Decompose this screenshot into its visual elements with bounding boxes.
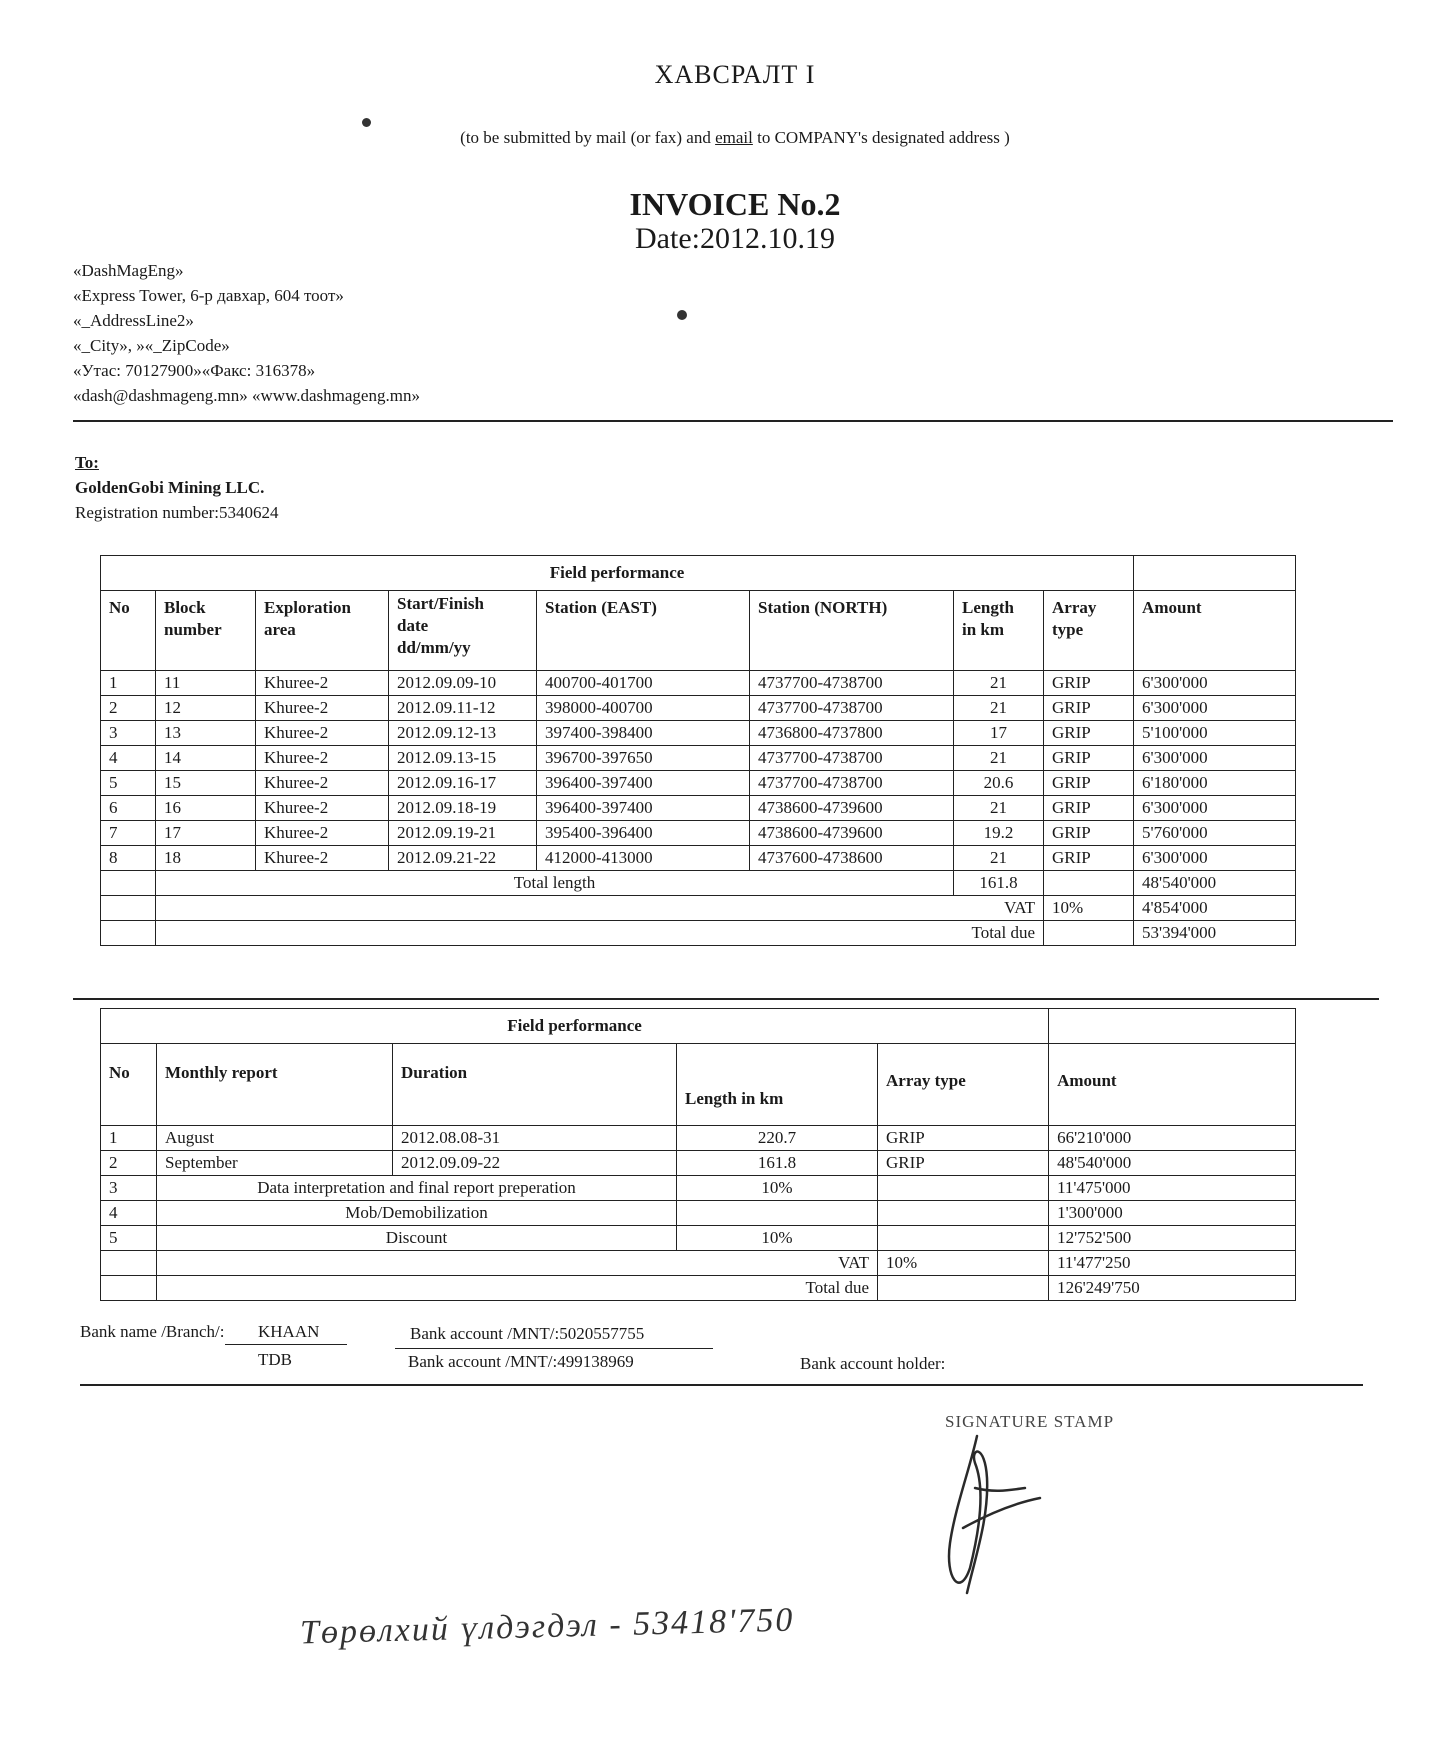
cell-area: Khuree-2 [256,721,389,746]
header-divider [73,420,1393,422]
cell-array: GRIP [1044,771,1134,796]
footer-divider [80,1384,1363,1386]
empty-cell [1044,921,1134,946]
cell-area: Khuree-2 [256,771,389,796]
total-length-label: Total length [156,871,954,896]
handwritten-note: Төрөлхий үлдэгдэл - 53418'750 [299,1601,795,1652]
cell-block: 16 [156,796,256,821]
cell-north: 4738600-4739600 [750,821,954,846]
bank-account-1: Bank account /MNT/:5020557755 [410,1324,645,1343]
cell-north: 4737700-4738700 [750,696,954,721]
signature-scribble [915,1418,1065,1618]
cell-duration: 2012.08.08-31 [393,1126,677,1151]
cell-block: 17 [156,821,256,846]
empty-cell [878,1176,1049,1201]
bank-name-label: Bank name /Branch/: [80,1322,225,1341]
cell-array: GRIP [1044,746,1134,771]
cell-array: GRIP [1044,846,1134,871]
recipient-registration: Registration number:5340624 [75,503,279,522]
empty-cell [101,896,156,921]
empty-cell [101,921,156,946]
vat-amount: 4'854'000 [1134,896,1296,921]
row-label: Discount [157,1226,677,1251]
recipient-label: To: [75,453,99,472]
cell-length: 20.6 [954,771,1044,796]
cell-length: 21 [954,846,1044,871]
invoice-date: Date:2012.10.19 [635,222,835,255]
col-header-block: Block number [156,591,256,671]
table-row [101,771,1296,796]
cell-array: GRIP [1044,696,1134,721]
sender-line: «dash@dashmageng.mn» «www.dashmageng.mn» [73,386,420,405]
recipient-company: GoldenGobi Mining LLC. [75,478,265,497]
cell-block: 18 [156,846,256,871]
row-length: 10% [677,1176,878,1201]
cell-block: 15 [156,771,256,796]
subtitle-text-end: to COMPANY's designated address ) [752,128,1010,147]
col-header-date: Start/Finish date dd/mm/yy [389,591,537,671]
table-row [101,746,1296,771]
cell-length: 161.8 [677,1151,878,1176]
cell-date: 2012.09.19-21 [389,821,537,846]
cell-area: Khuree-2 [256,696,389,721]
recipient-block [75,450,279,525]
cell-east: 395400-396400 [537,821,750,846]
bank-account-underline [395,1348,713,1349]
cell-amount: 6'300'000 [1134,846,1296,871]
col-header-duration: Duration [393,1044,677,1126]
sender-line: «_AddressLine2» [73,311,194,330]
col-header-no: No [101,591,156,671]
sender-address [73,258,420,408]
cell-block: 12 [156,696,256,721]
empty-cell [1049,1009,1296,1044]
row-amount: 11'475'000 [1049,1176,1296,1201]
row-amount: 12'752'500 [1049,1226,1296,1251]
col-header-array-type: Array type [878,1044,1049,1126]
cell-amount: 6'300'000 [1134,671,1296,696]
cell-array: GRIP [1044,671,1134,696]
cell-area: Khuree-2 [256,746,389,771]
empty-cell [101,1276,157,1301]
table-row [101,821,1296,846]
empty-cell [677,1201,878,1226]
cell-amount: 6'300'000 [1134,796,1296,821]
bank-account-2: Bank account /MNT/:499138969 [408,1352,634,1371]
cell-block: 11 [156,671,256,696]
cell-no: 2 [101,1151,157,1176]
subtitle-text-start: (to be submitted by mail (or fax) and [460,128,716,147]
cell-north: 4738600-4739600 [750,796,954,821]
cell-east: 398000-400700 [537,696,750,721]
sender-line: «DashMagEng» [73,261,184,280]
monthly-report-table [100,1008,1296,1301]
table-body [101,1126,1296,1176]
col-header-amount: Amount [1049,1044,1296,1126]
cell-date: 2012.09.18-19 [389,796,537,821]
cell-date: 2012.09.13-15 [389,746,537,771]
empty-cell [878,1276,1049,1301]
cell-amount: 5'100'000 [1134,721,1296,746]
cell-date: 2012.09.21-22 [389,846,537,871]
sender-line: «Утас: 70127900»«Факс: 316378» [73,361,316,380]
row-length: 10% [677,1226,878,1251]
vat-rate: 10% [878,1251,1049,1276]
cell-date: 2012.09.16-17 [389,771,537,796]
scan-speck [362,118,371,127]
cell-date: 2012.09.09-10 [389,671,537,696]
row-no: 4 [101,1201,157,1226]
cell-length: 17 [954,721,1044,746]
cell-array: GRIP [1044,721,1134,746]
bank-holder-label: Bank account holder: [800,1354,946,1373]
empty-cell [1134,556,1296,591]
col-header-length: Length in km [677,1044,878,1126]
cell-length: 19.2 [954,821,1044,846]
col-header-no: No [101,1044,157,1126]
table-row [101,1126,1296,1151]
bank-name-underline [225,1344,347,1345]
cell-no: 1 [101,671,156,696]
cell-north: 4737600-4738600 [750,846,954,871]
empty-cell [878,1201,1049,1226]
col-header-amount: Amount [1134,591,1296,671]
cell-east: 412000-413000 [537,846,750,871]
table-body [101,671,1296,871]
cell-area: Khuree-2 [256,821,389,846]
table-row [101,721,1296,746]
table-row [101,1151,1296,1176]
empty-cell [101,871,156,896]
total-due-label: Total due [157,1276,878,1301]
cell-amount: 66'210'000 [1049,1126,1296,1151]
table-row [101,696,1296,721]
cell-north: 4736800-4737800 [750,721,954,746]
cell-no: 7 [101,821,156,846]
col-header-east: Station (EAST) [537,591,750,671]
cell-area: Khuree-2 [256,671,389,696]
total-due-amount: 126'249'750 [1049,1276,1296,1301]
cell-north: 4737700-4738700 [750,671,954,696]
sender-line: «_City», »«_ZipCode» [73,336,230,355]
cell-no: 6 [101,796,156,821]
cell-length: 21 [954,746,1044,771]
cell-amount: 48'540'000 [1049,1151,1296,1176]
cell-no: 4 [101,746,156,771]
empty-cell [101,1251,157,1276]
cell-no: 3 [101,721,156,746]
row-no: 5 [101,1226,157,1251]
col-header-north: Station (NORTH) [750,591,954,671]
cell-amount: 6'300'000 [1134,746,1296,771]
cell-array: GRIP [1044,796,1134,821]
cell-block: 14 [156,746,256,771]
empty-cell [878,1226,1049,1251]
bank-name-2: TDB [258,1350,292,1369]
row-label: Data interpretation and final report preperation [157,1176,677,1201]
row-no: 3 [101,1176,157,1201]
cell-amount: 6'180'000 [1134,771,1296,796]
table-caption: Field performance [101,556,1134,591]
cell-east: 400700-401700 [537,671,750,696]
cell-east: 396700-397650 [537,746,750,771]
vat-label: VAT [156,896,1044,921]
cell-east: 396400-397400 [537,796,750,821]
col-header-monthly-report: Monthly report [157,1044,393,1126]
submission-instruction [0,128,1437,148]
vat-rate: 10% [1044,896,1134,921]
cell-block: 13 [156,721,256,746]
cell-length: 220.7 [677,1126,878,1151]
cell-array: GRIP [878,1126,1049,1151]
subtitle-email-word: email [715,128,753,147]
table-row [101,796,1296,821]
table-caption: Field performance [101,1009,1049,1044]
cell-no: 2 [101,696,156,721]
subtotal-amount: 48'540'000 [1134,871,1296,896]
cell-amount: 5'760'000 [1134,821,1296,846]
cell-area: Khuree-2 [256,796,389,821]
empty-cell [1044,871,1134,896]
total-due-amount: 53'394'000 [1134,921,1296,946]
field-performance-table [100,555,1296,946]
col-header-length: Length in km [954,591,1044,671]
section-divider [73,998,1379,1000]
total-due-label: Total due [156,921,1044,946]
cell-length: 21 [954,671,1044,696]
cell-date: 2012.09.12-13 [389,721,537,746]
table-row [101,671,1296,696]
row-amount: 1'300'000 [1049,1201,1296,1226]
cell-north: 4737700-4738700 [750,746,954,771]
vat-label: VAT [157,1251,878,1276]
cell-report: August [157,1126,393,1151]
cell-no: 8 [101,846,156,871]
cell-amount: 6'300'000 [1134,696,1296,721]
row-label: Mob/Demobilization [157,1201,677,1226]
cell-duration: 2012.09.09-22 [393,1151,677,1176]
cell-east: 397400-398400 [537,721,750,746]
table-row [101,846,1296,871]
invoice-number: INVOICE No.2 [629,186,841,222]
total-length-value: 161.8 [954,871,1044,896]
col-header-area: Exploration area [256,591,389,671]
cell-area: Khuree-2 [256,846,389,871]
col-header-array: Array type [1044,591,1134,671]
cell-array: GRIP [878,1151,1049,1176]
scan-speck [677,310,687,320]
vat-amount: 11'477'250 [1049,1251,1296,1276]
cell-length: 21 [954,696,1044,721]
cell-north: 4737700-4738700 [750,771,954,796]
document-title: ХАВСРАЛТ I [654,60,816,89]
cell-report: September [157,1151,393,1176]
cell-no: 5 [101,771,156,796]
cell-date: 2012.09.11-12 [389,696,537,721]
cell-array: GRIP [1044,821,1134,846]
cell-east: 396400-397400 [537,771,750,796]
cell-length: 21 [954,796,1044,821]
bank-name-1: KHAAN [258,1322,320,1341]
signature-stamp-label: SIGNATURE STAMP [945,1412,1115,1431]
sender-line: «Express Tower, 6-р давхар, 604 тоот» [73,286,344,305]
cell-no: 1 [101,1126,157,1151]
